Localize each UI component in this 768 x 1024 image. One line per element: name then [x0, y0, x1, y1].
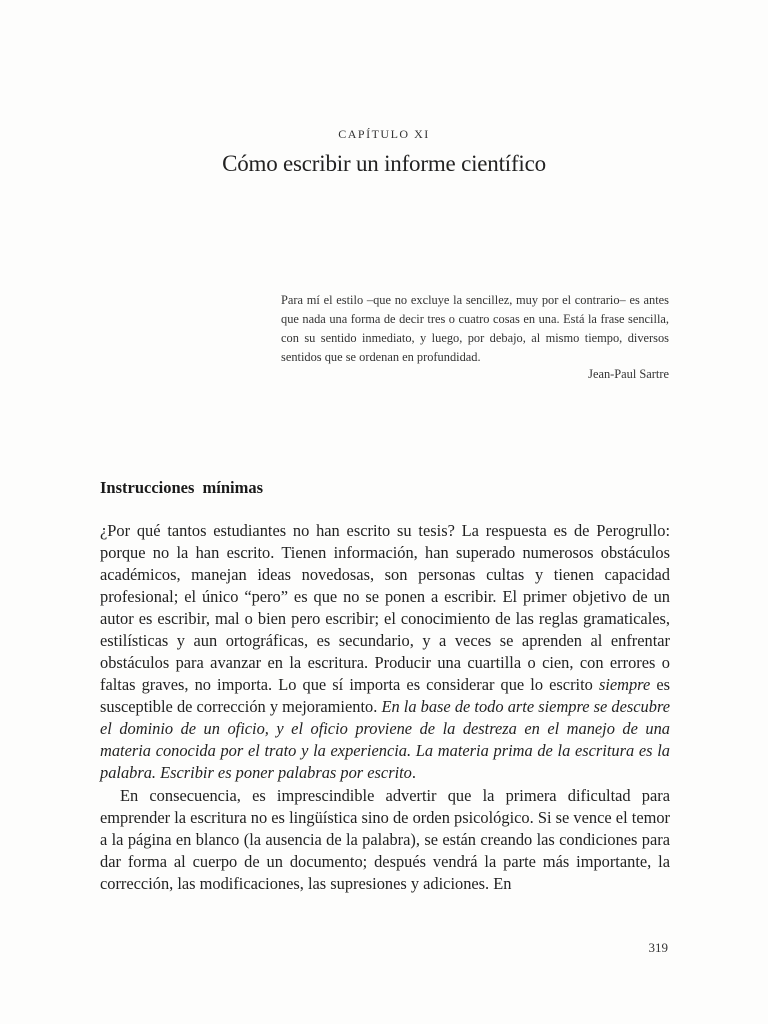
section-heading: Instrucciones mínimas — [100, 478, 264, 497]
paragraph-1-text-b: es susceptible de corrección y mejoramiento. — [100, 675, 670, 716]
paragraph-1-text-a: ¿Por qué tantos estudiantes no han escrito su tesis? La respuesta es de Perogrullo: porque no la han escrito. Tienen información, han superado numerosos obstáculos académicos, manejan ideas novedosas, son personas cultas y tienen capacidad profesional; el único “pero” es que no se ponen a escribir. El primer objetivo de un autor es escribir, mal o bien pero escribir; el conocimiento de las reglas gramaticales, estilísticas y aun ortográficas, es secundario, y a veces se aprenden al enfrentar obstáculos para avanzar en la escritura. Producir una cuartilla o cien, con errores o faltas graves, no importa. Lo que sí importa es considerar que lo escrito — [100, 521, 670, 694]
paragraph-2-text: En consecuencia, es imprescindible advertir que la primera dificultad para emprender la escritura no es lingüística sino de orden psicológico. Si se vence el temor a la página en blanco (la ausencia de la palabra), se están creando las condiciones para dar forma al cuerpo de un documento; después vendrá la parte más importante, la corrección, las modificaciones, las supresiones y adiciones. En — [100, 786, 670, 893]
chapter-label: CAPÍTULO XI — [338, 127, 430, 141]
epigraph-author: Jean-Paul Sartre — [588, 367, 669, 381]
paragraph-1-text-c: . — [411, 763, 416, 782]
paragraph-1-italic-passage: En la base de todo arte siempre se descubre el dominio de un oficio, y el oficio proviene de la destreza en el manejo de una materia conocida por el trato y la experiencia. La materia prima de la escritura es la palabra. Escribir es poner palabras por escrito — [100, 697, 670, 782]
chapter-title: Cómo escribir un informe científico — [222, 151, 546, 176]
paragraph-2 — [100, 785, 670, 895]
page-number: 319 — [648, 940, 668, 955]
paragraph-1 — [100, 520, 670, 784]
epigraph-quote: Para mí el estilo –que no excluye la sencillez, muy por el contrario– es antes que nada una forma de decir tres o cuatro cosas en una. Está la frase sencilla, con su sentido inmediato, y luego, por debajo, al mismo tiempo, diversos sentidos que se ordenan en profundidad. — [281, 293, 669, 364]
paragraph-1-emphasis: siempre — [598, 675, 651, 694]
